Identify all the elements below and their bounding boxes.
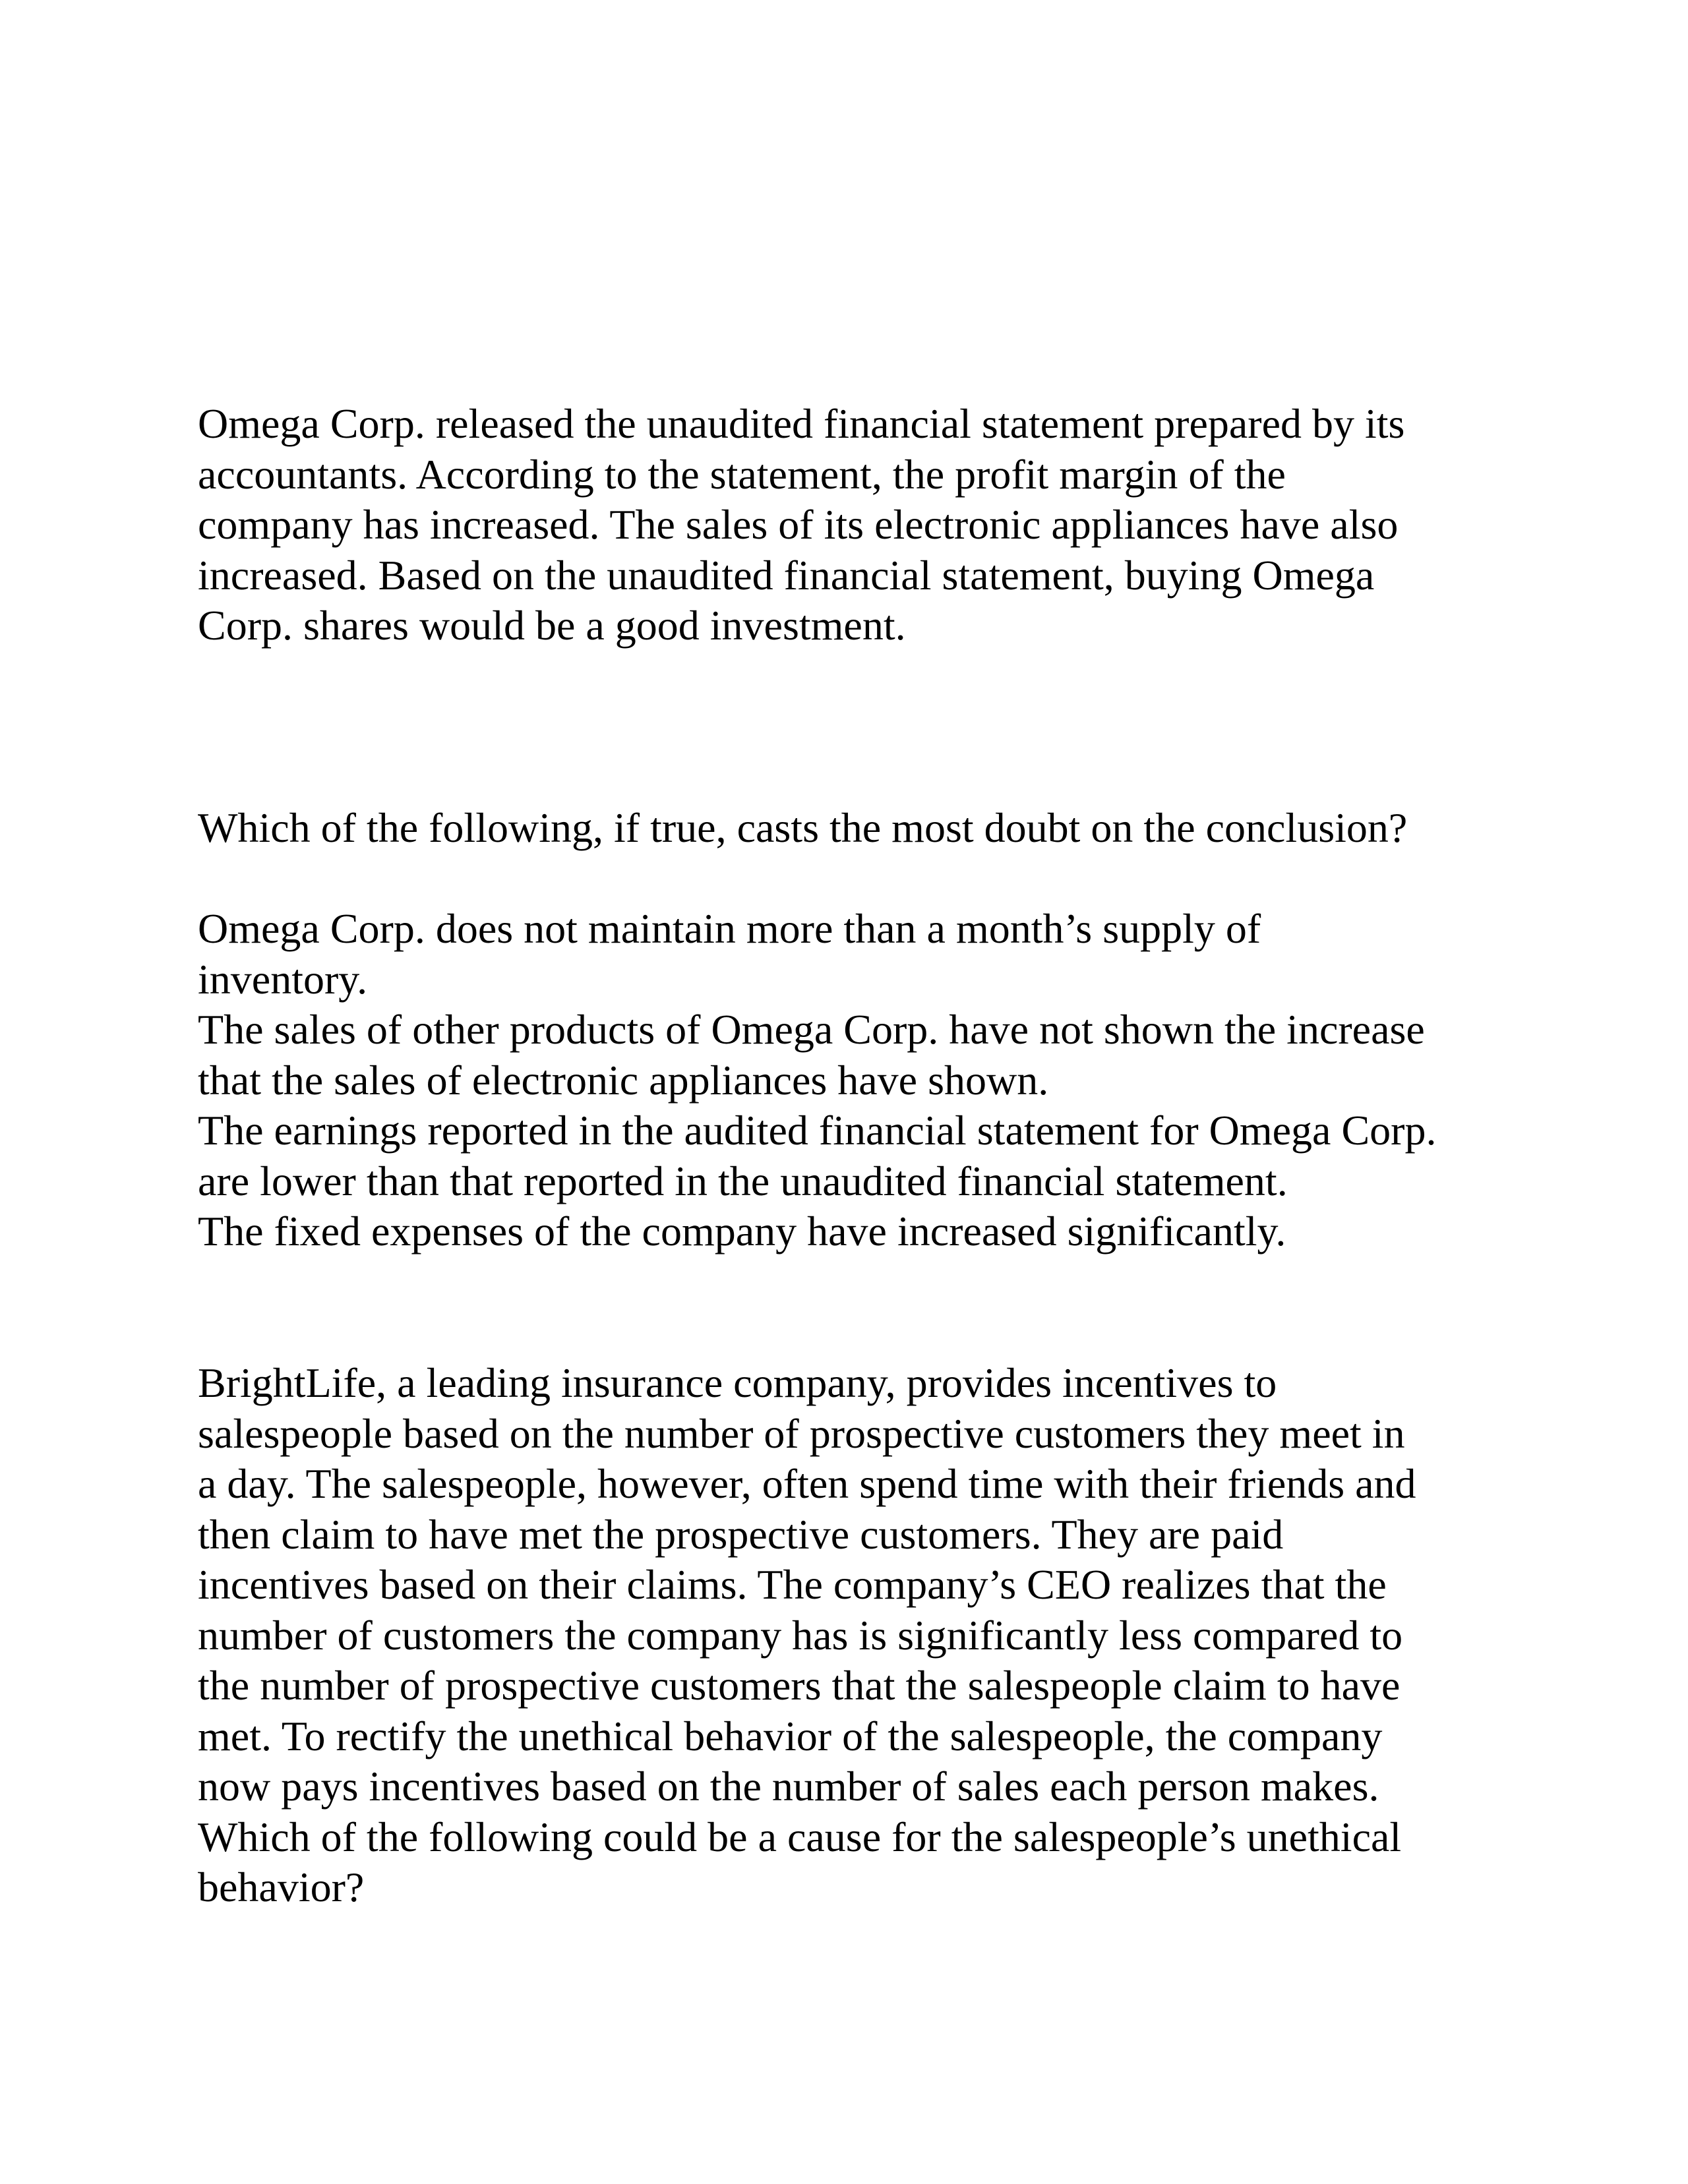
- option-line: The fixed expenses of the company have increased significantly.: [198, 1208, 1286, 1254]
- passage-line: the number of prospective customers that the salespeople claim to have: [198, 1662, 1401, 1709]
- passage-line: incentives based on their claims. The company’s CEO realizes that the: [198, 1561, 1387, 1608]
- passage-line: Omega Corp. released the unaudited financial statement prepared by its: [198, 400, 1405, 447]
- passage-line: salespeople based on the number of prospective customers they meet in: [198, 1409, 1405, 1457]
- question-text: Which of the following, if true, casts the most doubt on the conclusion?: [198, 804, 1408, 851]
- option-line: are lower than that reported in the unaudited financial statement.: [198, 1157, 1288, 1204]
- passage-line: accountants. According to the statement, the profit margin of the: [198, 450, 1286, 498]
- brightlife-passage: [198, 1358, 1517, 1913]
- passage-line: then claim to have met the prospective customers. They are paid: [198, 1510, 1284, 1558]
- option-line: The earnings reported in the audited financial statement for Omega Corp.: [198, 1107, 1437, 1154]
- passage-line: company has increased. The sales of its electronic appliances have also: [198, 501, 1399, 548]
- option-line: Omega Corp. does not maintain more than a month’s supply of: [198, 905, 1261, 952]
- passage-line: Which of the following could be a cause for the salespeople’s unethical: [198, 1813, 1402, 1860]
- passage-line: met. To rectify the unethical behavior of the salespeople, the company: [198, 1712, 1383, 1759]
- passage-line: now pays incentives based on the number of sales each person makes.: [198, 1763, 1379, 1810]
- omega-question: [198, 803, 1517, 854]
- passage-line: number of customers the company has is significantly less compared to: [198, 1611, 1403, 1659]
- omega-answer-options: [198, 904, 1517, 1257]
- option-line: that the sales of electronic appliances have shown.: [198, 1056, 1049, 1104]
- omega-passage: [198, 399, 1517, 651]
- passage-line: a day. The salespeople, however, often spend time with their friends and: [198, 1460, 1416, 1507]
- passage-line: increased. Based on the unaudited financial statement, buying Omega: [198, 551, 1375, 599]
- option-line: The sales of other products of Omega Corp. have not shown the increase: [198, 1006, 1425, 1053]
- passage-line: behavior?: [198, 1864, 365, 1910]
- option-line: inventory.: [198, 955, 368, 1003]
- passage-line: BrightLife, a leading insurance company, provides incentives to: [198, 1359, 1277, 1406]
- passage-line: Corp. shares would be a good investment.: [198, 602, 906, 649]
